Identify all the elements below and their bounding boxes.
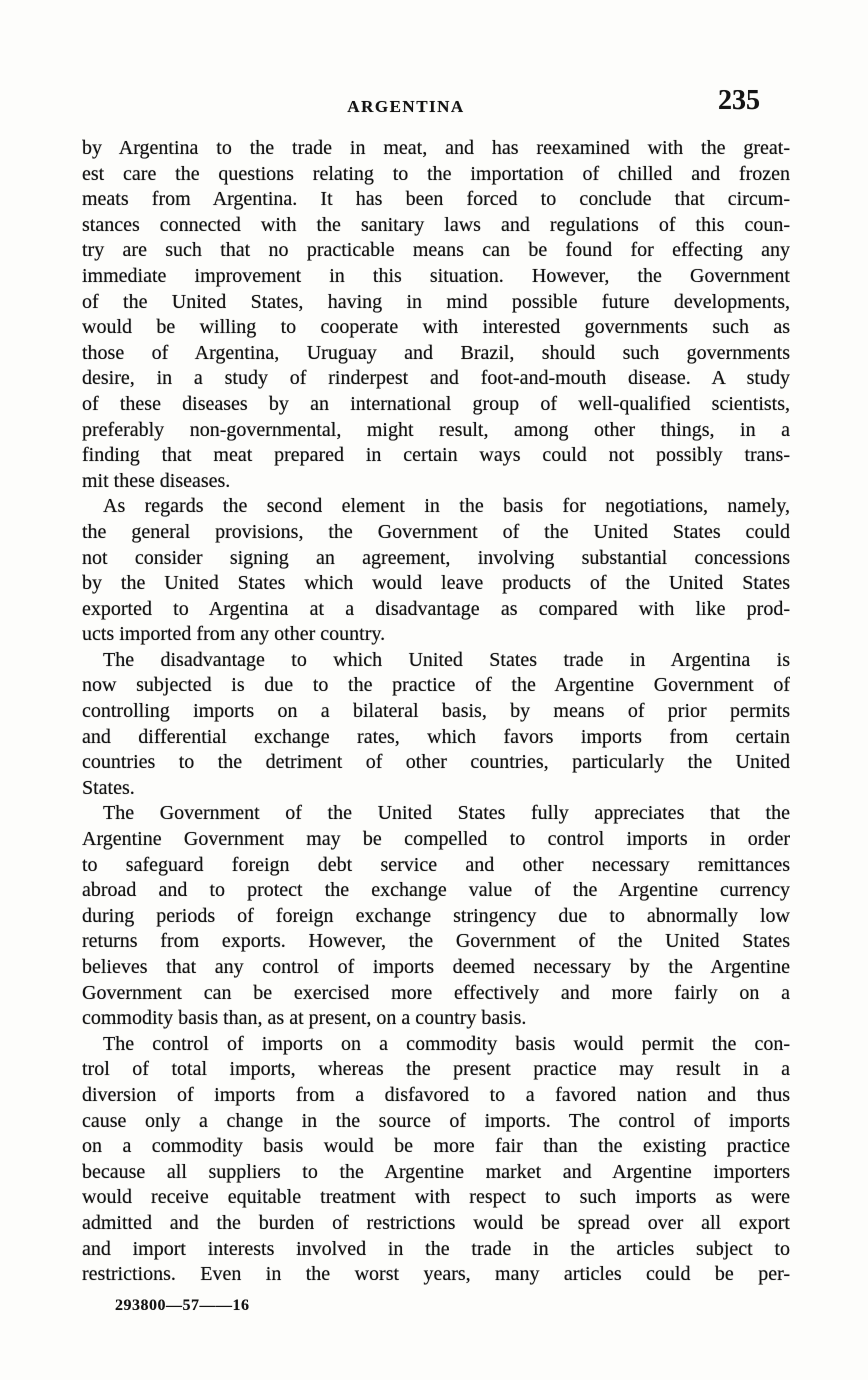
text-line: commodity basis than, as at present, on a country basis. (82, 1007, 527, 1030)
text-line: States. (82, 776, 135, 799)
text-line: mit these diseases. (82, 469, 231, 492)
text-line: The disadvantage to which United States trade in Argentina is (103, 648, 790, 671)
text-line: believes that any control of imports deemed necessary by the Argentine (82, 956, 790, 978)
text-line: of the United States, having in mind possible future developments, (82, 290, 790, 313)
text-line: est care the questions relating to the importation of chilled and frozen (82, 162, 790, 185)
document-body (82, 136, 790, 1288)
running-title: ARGENTINA (347, 97, 465, 116)
text-column (82, 85, 790, 1288)
text-line: finding that meat prepared in certain ways could not possibly trans- (82, 444, 790, 467)
text-line: because all suppliers to the Argentine market and Argentine importers (82, 1160, 790, 1183)
text-line: The control of imports on a commodity basis would permit the con- (103, 1032, 790, 1055)
page-number: 235 (718, 85, 760, 116)
text-line: the general provisions, the Government of the United States could (82, 520, 790, 543)
text-line: diversion of imports from a disfavored to a favored nation and thus (82, 1083, 790, 1106)
text-line: would receive equitable treatment with respect to such imports as were (82, 1186, 790, 1209)
text-line: Government can be exercised more effectively and more fairly on a (82, 981, 790, 1004)
text-line: admitted and the burden of restrictions would be spread over all export (82, 1211, 790, 1234)
text-line: to safeguard foreign debt service and other necessary remittances (82, 853, 790, 876)
text-line: try are such that no practicable means can be found for effecting any (82, 239, 790, 262)
text-line: restrictions. Even in the worst years, many articles could be per- (82, 1263, 790, 1286)
paragraph (82, 1032, 790, 1288)
text-line: would be willing to cooperate with interested governments such as (82, 316, 790, 339)
text-line: of these diseases by an international group of well-qualified scientists, (82, 392, 790, 415)
text-line: As regards the second element in the basis for negotiations, namely, (103, 495, 790, 518)
text-line: those of Argentina, Uruguay and Brazil, should such governments (82, 341, 790, 364)
text-line: ucts imported from any other country. (82, 623, 386, 646)
paragraph (82, 136, 790, 494)
text-line: Argentine Government may be compelled to control imports in order (82, 828, 790, 851)
paragraph (82, 494, 790, 648)
text-line: on a commodity basis would be more fair than the existing practice (82, 1135, 790, 1158)
text-line: immediate improvement in this situation. However, the Government (82, 264, 790, 287)
text-line: countries to the detriment of other countries, particularly the United (82, 751, 790, 774)
paragraph (82, 648, 790, 802)
paragraph (82, 801, 790, 1031)
printer-mark: 293800—57——16 (115, 1297, 250, 1314)
text-line: cause only a change in the source of imports. The control of imports (82, 1109, 790, 1132)
text-line: abroad and to protect the exchange value of the Argentine currency (82, 879, 790, 902)
text-line: The Government of the United States fully appreciates that the (103, 802, 790, 825)
text-line: desire, in a study of rinderpest and foot-and-mouth disease. A study (82, 367, 790, 390)
text-line: meats from Argentina. It has been forced to conclude that circum- (82, 188, 790, 211)
text-line: by Argentina to the trade in meat, and has reexamined with the great- (82, 137, 790, 159)
text-line: stances connected with the sanitary laws and regulations of this coun- (82, 213, 790, 236)
text-line: preferably non-governmental, might result, among other things, in a (82, 418, 790, 441)
text-line: by the United States which would leave products of the United States (82, 572, 790, 595)
text-line: returns from exports. However, the Government of the United States (82, 930, 790, 953)
page-header (82, 85, 790, 122)
text-line: not consider signing an agreement, involving substantial concessions (82, 546, 790, 569)
text-line: and import interests involved in the trade in the articles subject to (82, 1237, 790, 1260)
text-line: and differential exchange rates, which favors imports from certain (82, 725, 790, 748)
text-line: during periods of foreign exchange stringency due to abnormally low (82, 904, 790, 927)
text-line: trol of total imports, whereas the present practice may result in a (82, 1058, 790, 1081)
text-line: exported to Argentina at a disadvantage as compared with like prod- (82, 597, 790, 620)
text-line: controlling imports on a bilateral basis, by means of prior permits (82, 700, 790, 723)
text-line: now subjected is due to the practice of the Argentine Government of (82, 674, 790, 697)
